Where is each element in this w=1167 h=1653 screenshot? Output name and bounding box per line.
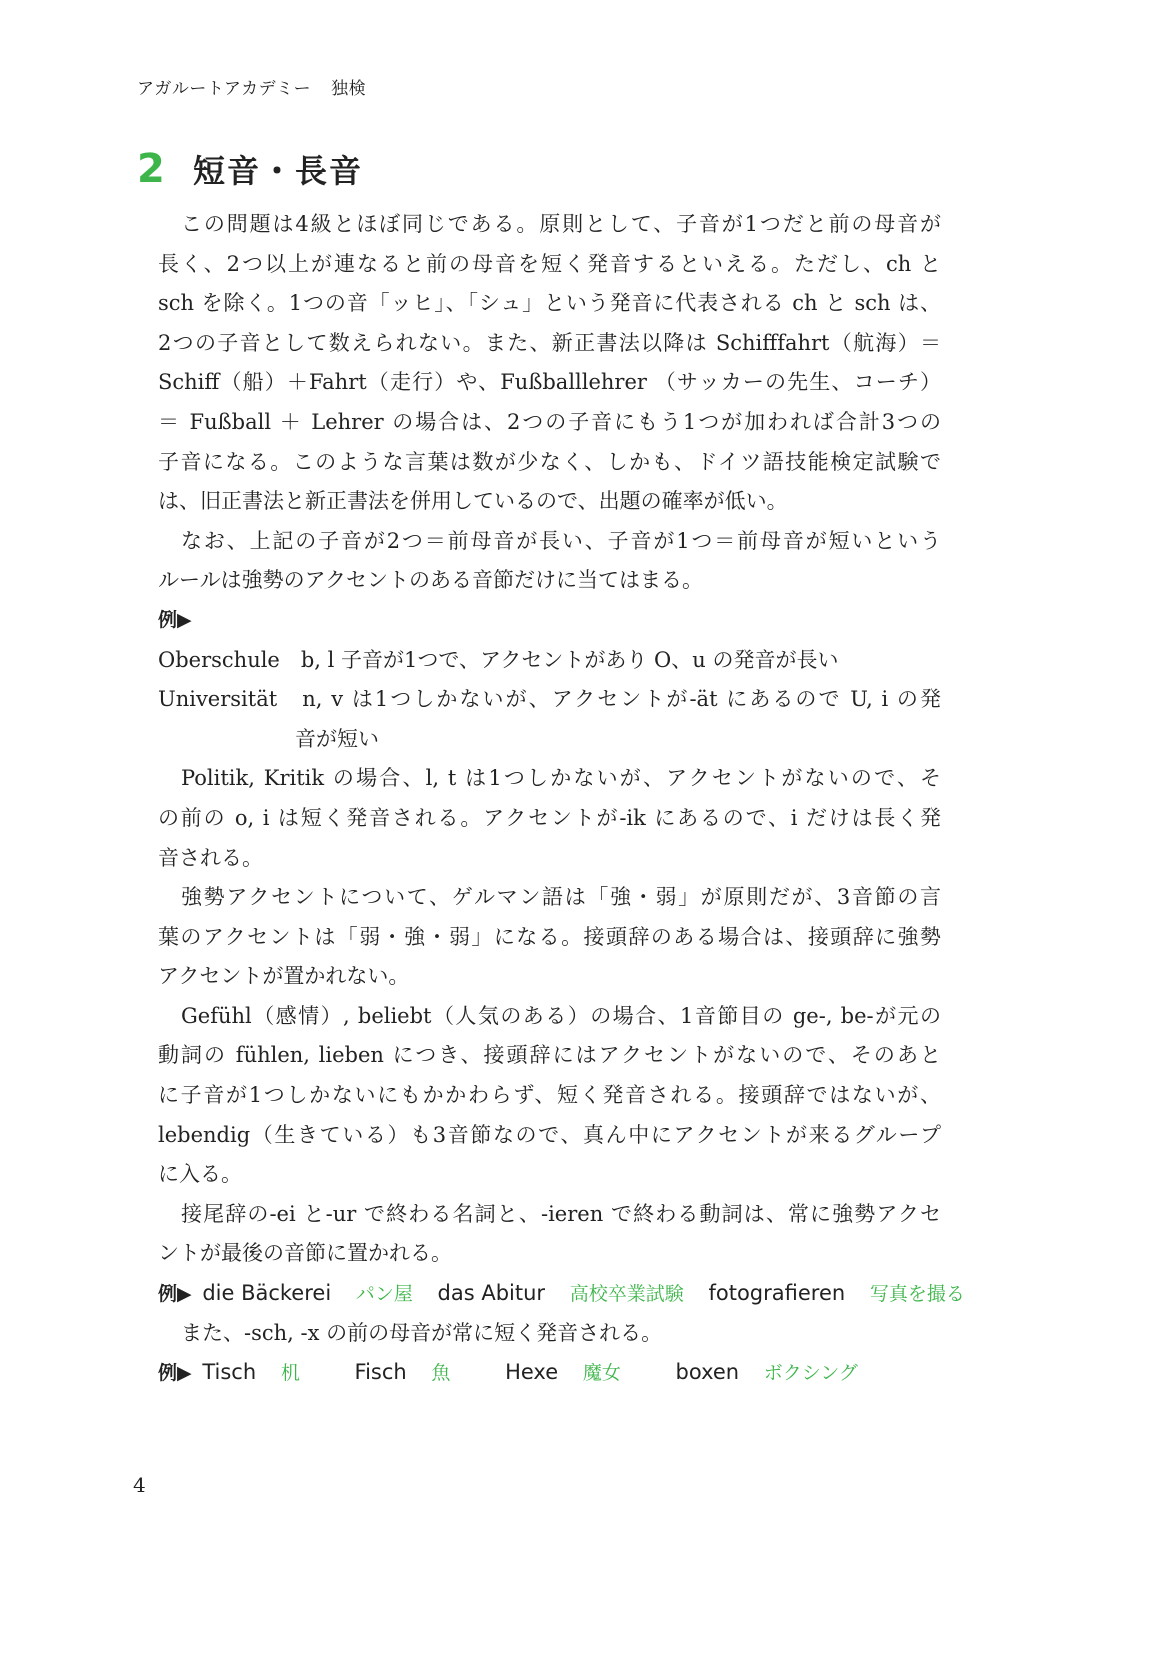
- example-line: Oberschule b, l 子音が1つで、アクセントがあり O、u の発音が長い: [158, 647, 839, 672]
- example-translation: パン屋: [355, 1283, 413, 1306]
- text-line: 強勢アクセントについて、ゲルマン語は「強・弱」が原則だが、3音節の言: [181, 885, 941, 910]
- text-line: 音される。: [158, 845, 263, 870]
- example-word: die Bäckerei: [202, 1281, 332, 1306]
- example-marker: 例▶: [158, 1362, 192, 1385]
- text-line: 葉のアクセントは「弱・強・弱」になる。接頭辞のある場合は、接頭辞に強勢: [158, 924, 941, 949]
- section-title: [137, 146, 363, 192]
- running-header: [137, 74, 366, 99]
- example-word: Tisch: [202, 1360, 257, 1385]
- example-word: boxen: [675, 1360, 740, 1385]
- text-line: lebendig（生きている）も3音節なので、真ん中にアクセントが来るグループ: [158, 1122, 941, 1147]
- example-word: Fisch: [354, 1360, 407, 1385]
- text-line: Gefühl（感情）, beliebt（人気のある）の場合、1音節目の ge-, be-が元の: [181, 1003, 941, 1028]
- text-line: 長く、2つ以上が連なると前の母音を短く発音するといえる。ただし、ch と: [158, 251, 941, 276]
- text-line: 2つの子音として数えられない。また、新正書法以降は Schifffahrt（航海）＝: [158, 330, 941, 355]
- body-text: [158, 205, 965, 1393]
- example-marker: 例▶: [158, 1283, 192, 1306]
- text-line: 接尾辞の-ei と-ur で終わる名詞と、-ieren で終わる動詞は、常に強勢アクセ: [181, 1201, 941, 1226]
- text-line: Politik, Kritik の場合、l, t は1つしかないが、アクセントがないので、そ: [181, 766, 941, 791]
- text-line: ルールは強勢のアクセントのある音節だけに当てはまる。: [158, 568, 703, 593]
- section-number: 2: [137, 146, 165, 192]
- example-line: 音が短い: [295, 726, 379, 751]
- text-line: 動詞の fühlen, lieben につき、接頭辞にはアクセントがないので、そのあと: [158, 1043, 941, 1068]
- text-line: ントが最後の音節に置かれる。: [158, 1241, 452, 1266]
- example-translation: 魚: [431, 1362, 451, 1385]
- example-word: fotografieren: [708, 1281, 846, 1306]
- example-line: Universität n, v は1つしかないが、アクセントが-ät にあるので U, i の発: [158, 687, 941, 712]
- example-translation: 魔女: [582, 1362, 621, 1385]
- text-line: アクセントが置かれない。: [158, 964, 410, 989]
- text-line: なお、上記の子音が2つ＝前母音が長い、子音が1つ＝前母音が短いという: [181, 528, 941, 553]
- text-line: 子音になる。このような言葉は数が少なく、しかも、ドイツ語技能検定試験で: [158, 449, 941, 474]
- header-subject: 独検: [331, 79, 367, 99]
- text-line: また、-sch, -x の前の母音が常に短く発音される。: [181, 1320, 663, 1345]
- example-translation: ボクシング: [763, 1362, 858, 1385]
- example-row-2: [158, 1353, 941, 1393]
- text-line: Schiff（船）＋Fahrt（走行）や、Fußballlehrer （サッカーの先生、コーチ）: [158, 370, 941, 395]
- header-publisher: アガルートアカデミー: [137, 79, 312, 99]
- example-translation: 写真を撮る: [869, 1283, 965, 1306]
- text-line: ＝ Fußball ＋ Lehrer の場合は、2つの子音にもう1つが加われば合計3つの: [158, 409, 941, 434]
- example-translation: 高校卒業試験: [569, 1283, 684, 1306]
- text-line: sch を除く。1つの音「ッヒ」、「シュ」という発音に代表される ch と sch は、: [158, 291, 941, 316]
- example-word: Hexe: [505, 1360, 559, 1385]
- example-translation: 机: [280, 1362, 300, 1385]
- page-number: 4: [133, 1473, 146, 1497]
- example-word: das Abitur: [437, 1281, 546, 1306]
- example-row-1: [158, 1274, 965, 1314]
- text-line: この問題は4級とほぼ同じである。原則として、子音が1つだと前の母音が: [181, 212, 941, 236]
- example-marker: 例▶: [158, 608, 192, 631]
- text-line: に子音が1つしかないにもかかわらず、短く発音される。接頭辞ではないが、: [158, 1083, 941, 1108]
- text-line: は、旧正書法と新正書法を併用しているので、出題の確率が低い。: [158, 489, 788, 514]
- text-line: に入る。: [158, 1162, 242, 1187]
- section-heading: 短音・長音: [193, 152, 364, 190]
- text-line: の前の o, i は短く発音される。アクセントが-ik にあるので、i だけは長く発: [158, 805, 941, 830]
